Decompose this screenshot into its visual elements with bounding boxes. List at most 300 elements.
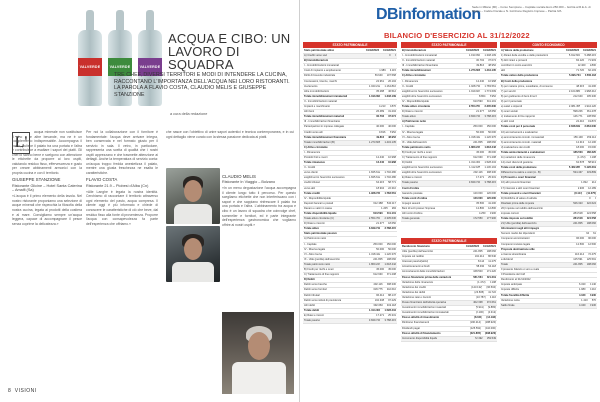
row-label: Totale crediti (304, 191, 320, 195)
row-label: Totale immobilizzazioni (402, 69, 431, 73)
page-number: 8 (8, 388, 11, 394)
row-values (473, 276, 496, 280)
row-values (573, 263, 596, 267)
value-2022: 96.412 (376, 293, 385, 297)
value-2021: 250.000 (486, 125, 496, 129)
row-values (592, 131, 596, 135)
row-label: Totale immobilizzazioni (B) (304, 140, 335, 144)
row-label: VI - Altre riserve (402, 135, 421, 139)
row-values (573, 258, 596, 262)
value-2022: (2.100) (475, 311, 484, 315)
income-statement-table (500, 42, 597, 309)
table-header: STATO PATRIMONIALE (303, 42, 397, 48)
value-2021: 205.330 (586, 94, 596, 98)
row-values (474, 316, 496, 320)
row-label: Rendiconto finanziario (402, 245, 430, 248)
row-label: II - Immobilizzazioni materiali (304, 99, 338, 103)
row-label: E) Ratei e risconti (402, 176, 423, 180)
balance-table-1 (303, 42, 397, 324)
row-values (376, 80, 396, 84)
row-label: Totale disponibilità liquide (304, 212, 337, 215)
value-2021: 31.204 (388, 110, 396, 114)
row-values (576, 69, 596, 73)
value-2022: 18.904 (376, 186, 385, 190)
row-label: 20) Imposte sul reddito dell'esercizio (501, 206, 543, 210)
row-values (573, 136, 596, 140)
value-2022: 526.323 (573, 201, 583, 205)
value-2021: 402.118 (386, 303, 396, 307)
row-label: 1) Ricavi delle vendite e delle prestazioni (501, 54, 549, 58)
value-2021: 96.000 (588, 237, 596, 241)
page-folio (8, 388, 37, 394)
value-2021: 12.800 (488, 206, 496, 210)
value-2022: 1.989 (379, 69, 386, 73)
headline-line-2: LAVORO DI SQUADRA (168, 44, 240, 72)
row-label: a riserva straordinaria (501, 252, 527, 256)
row-values (479, 212, 496, 216)
row-label: crediti tributari (304, 181, 321, 185)
row-label: Ammortamenti delle immobilizzazioni (402, 270, 445, 274)
row-label: e) altri costi (501, 120, 515, 124)
row-values (369, 309, 396, 313)
value-2021: 1.702.480 (384, 176, 396, 180)
value-2021: 138.560 (586, 115, 596, 119)
value-2021: 48.952 (488, 64, 496, 68)
value-2021: 1.618.442 (384, 262, 396, 266)
value-2022: 30.702 (376, 115, 385, 119)
row-values (369, 192, 396, 196)
value-2021: 10.968 (388, 161, 396, 165)
column-3-paragraph: che nasce con l'obiettivo di unire sapori autentici e tecnica contemporanea, e in cui ogni dettaglio viene curato con la stessa passione dedicata ai piatti. (166, 130, 294, 139)
row-values (369, 141, 396, 145)
value-2022: 0 (589, 196, 591, 200)
bottle-label: VALVERDE (138, 58, 162, 76)
row-label: 14) oneri diversi di gestione (501, 161, 533, 165)
table-row (401, 217, 497, 222)
value-2021: 1.783.561 (384, 191, 396, 195)
value-2022: 241.805 (473, 250, 483, 254)
row-values (376, 161, 396, 165)
value-2022: 1.273.608 (468, 69, 481, 73)
value-2021: 1.774.609 (484, 89, 496, 93)
row-values (376, 181, 396, 185)
row-values (576, 141, 596, 145)
row-label: Variazione netta (501, 298, 520, 302)
chef-1-place: Ristorante Glicine – Hotel Santa Caterina – Amalfi (Sa) (12, 183, 82, 193)
value-2021: 398.330 (486, 171, 496, 175)
article-byline: a cura della redazione (170, 112, 208, 116)
row-label: 6) per materie prime, sussidiarie, di consumo (501, 84, 553, 88)
value-2022: 3.849.749 (368, 227, 381, 231)
value-2022: 1.919.927 (468, 89, 481, 93)
row-label: Totale generale (402, 217, 420, 221)
row-values (476, 151, 496, 155)
row-values (369, 217, 396, 221)
value-2021: 31/12/2021 (383, 49, 396, 52)
value-2021: 8.952 (389, 130, 396, 134)
value-2022: 1.318.442 (368, 252, 381, 256)
value-2021: 1.702.480 (384, 171, 396, 175)
value-2021: 71.903 (588, 59, 596, 63)
row-values (376, 125, 396, 129)
row-values (592, 273, 596, 277)
value-2021: 50.000 (388, 247, 396, 251)
row-label: IV - Riserva legale (304, 247, 326, 251)
value-2021: 186.220 (586, 150, 596, 154)
value-2022: 318.775 (373, 288, 383, 292)
chef-2-quote: «Alle Langhe è legata la nostra identità. Cerchiamo di raccontare il territorio attraverso ogni elemento del pasto, acqua compresa. Il cliente oggi è più informato e chiede di conoscere le caratteristiche di ciò che beve, dal residuo fisso alla fonte di provenienza. Proporre l'acqua con consapevolezza fa parte dell'esperienza che offriamo.» (86, 189, 158, 226)
row-values (577, 156, 596, 160)
row-values (476, 110, 496, 114)
row-label: Totale patrimonio netto (402, 145, 431, 149)
row-values (476, 265, 496, 269)
chef-photo-3 (222, 312, 294, 394)
value-2022: 392.660 (373, 303, 383, 307)
value-2021: 2.930 (589, 303, 596, 307)
value-2022: 1.410 (581, 298, 588, 302)
value-2021: 3.788.415 (484, 181, 496, 185)
row-values (470, 332, 496, 336)
value-2021: 1.528.434 (484, 161, 496, 165)
row-label: C) Trattamento di fine rapporto (402, 155, 438, 159)
value-2021: 8.952 (489, 94, 496, 98)
value-2021: 0 (394, 54, 396, 58)
row-values (592, 227, 596, 231)
value-2022: 3.849.749 (468, 181, 481, 185)
value-2022: (8.114) (574, 191, 583, 195)
row-values (473, 156, 496, 160)
row-label: Interessi passivi/(attivi) (402, 260, 429, 264)
row-label: 17) interessi e altri oneri finanziari (501, 186, 540, 190)
headline-line-1: ACQUA E CIBO: UN (168, 31, 291, 46)
value-2021: 3.788.415 (484, 115, 496, 119)
value-2021: 10.968 (388, 155, 396, 159)
value-2021: 870 (591, 298, 596, 302)
row-values (473, 270, 496, 274)
value-2021: 198.066 (486, 250, 496, 254)
row-label: A) Crediti verso soci (304, 54, 328, 58)
row-values (369, 176, 396, 180)
row-values (573, 202, 596, 206)
row-values (392, 232, 396, 236)
value-2022: 48.315 (576, 84, 585, 88)
row-values (473, 217, 496, 221)
value-2021: 5.488.215 (584, 54, 596, 58)
table-header: CONTO ECONOMICO (500, 42, 597, 48)
row-values (392, 237, 396, 241)
value-2021: 50.000 (488, 130, 496, 134)
row-label: Differenza tra valore e costi (A - B) (501, 171, 541, 175)
value-2022: 120.000 (473, 196, 483, 200)
value-2022: (5.941) (475, 306, 484, 310)
row-label: D) Ratei e risconti (304, 222, 325, 226)
row-label: Altri debiti (304, 303, 316, 307)
row-values (566, 49, 596, 53)
value-2021: 3.900 (489, 212, 496, 215)
row-label: a dividendi (501, 257, 514, 261)
value-2022: 4.340 (579, 303, 586, 307)
value-2021: (110.000) (485, 326, 496, 330)
value-2022: 64.215 (376, 181, 385, 185)
row-values (381, 207, 396, 211)
row-label: D) Ratei e risconti (402, 110, 423, 114)
value-2022: 2.848.842 (568, 125, 581, 129)
row-values (592, 207, 596, 211)
value-2022: 1.980 (579, 288, 586, 292)
value-2021: 125.591 (586, 257, 596, 261)
value-2022: 241.805 (573, 222, 583, 226)
value-2022: 12.440 (376, 155, 385, 159)
row-values (469, 146, 496, 150)
value-2022: 96.000 (576, 237, 585, 241)
value-2022: 4.250 (479, 212, 486, 215)
value-2021: 37.074 (388, 115, 396, 119)
row-values (466, 49, 496, 53)
value-2022: 613.593 (373, 212, 383, 215)
value-2022: 186.503 (573, 150, 583, 154)
row-label: 16) altri proventi finanziari (501, 181, 531, 185)
row-values (469, 181, 496, 185)
row-label: Incremento disponibilità liquide (402, 336, 438, 340)
value-2021: 1.783.561 (484, 84, 496, 88)
row-values (592, 100, 596, 104)
value-2022: 35.288 (376, 89, 385, 93)
row-values (478, 260, 496, 264)
value-2021: 97.229 (388, 298, 396, 302)
value-2021: 2.930 (589, 293, 596, 297)
row-label: Stato patrimoniale passivo (304, 232, 338, 236)
value-2021: 541.101 (386, 212, 396, 215)
value-2021: 5.870 (389, 105, 396, 109)
value-2022: 62.578 (576, 161, 585, 165)
row-label: 11) variazioni delle rimanenze (501, 155, 536, 159)
value-2021: 2.108 (489, 280, 496, 284)
value-2021: 198.066 (586, 222, 596, 226)
row-label: Investimenti immobilizzazioni materiali (402, 306, 446, 310)
table-header: STATO PATRIMONIALE (401, 238, 497, 244)
value-2022: 12.500 (576, 242, 585, 246)
chef-photo-2 (166, 226, 220, 282)
row-label: Saldo finale (501, 303, 515, 307)
value-2021: 12.189 (588, 186, 596, 190)
value-2021: 72.475 (588, 252, 596, 256)
row-label: Totale immobilizzazioni materiali (304, 115, 345, 119)
value-2022: 21.377 (376, 222, 385, 226)
bottle-label: VALVERDE (78, 58, 102, 76)
value-2022: 31/12/2022 (466, 245, 480, 248)
row-label: A) Patrimonio netto (304, 237, 327, 241)
value-2021: 198.066 (586, 262, 596, 266)
value-2022: 250.000 (473, 125, 483, 129)
value-2021: 12.106 (588, 140, 596, 144)
value-2022: 12.313 (576, 140, 585, 144)
value-2022: 1.193.090 (468, 54, 481, 58)
row-label: Flusso finanziario dell'attività operativa (402, 301, 447, 305)
article-headline (168, 32, 292, 71)
row-values (469, 166, 496, 170)
row-values (369, 227, 396, 231)
row-label: b) oneri sociali (501, 110, 518, 114)
row-values (573, 222, 596, 226)
row-values (473, 125, 496, 129)
row-values (569, 90, 596, 94)
row-label: IV - Disponibilità liquide (402, 99, 429, 103)
row-label: I - Capitale (402, 125, 415, 129)
row-label: 8) per godimento di beni di terzi (501, 94, 538, 98)
value-2021: 2.210 (589, 288, 596, 292)
row-label: Totale ammortamenti e svalutazioni (501, 150, 545, 154)
value-2021: 62.103 (588, 69, 596, 73)
row-values (392, 120, 396, 124)
row-values (592, 248, 596, 252)
value-2022: 1.928.731 (468, 84, 481, 88)
row-label: Totale debiti (304, 308, 320, 312)
value-2021: 1.130.104 (484, 166, 496, 170)
value-2021: 41.200 (488, 201, 496, 205)
row-label: Numero medio dei dipendenti (501, 232, 535, 236)
row-label: Accantonamenti ai fondi (402, 265, 430, 269)
row-values (476, 131, 496, 135)
row-values (392, 166, 396, 170)
row-values (376, 90, 396, 94)
row-label: esigibili entro l'esercizio successivo (402, 89, 443, 93)
value-2022: 284.518 (573, 217, 583, 221)
chef-3-quote: «In un menu degustazione l'acqua accompagna il cliente lungo tutto il percorso. Per questo scegliamo etichette che non interferiscano con i sapori e che sappiano rinfrescare il palato tra una portata e l'altra. L'abbinamento tra acqua e cibo è un lavoro di squadra che coinvolge chef, sommelier e fornitori, ed è parte integrante dell'esperienza gastronomica che vogliamo offrire ai nostri ospiti.» (222, 186, 296, 227)
value-2021: 1.944.120 (584, 105, 596, 109)
value-2021: 3.115 (389, 69, 396, 73)
row-label: II - Immobilizzazioni materiali (402, 59, 436, 63)
value-2022: 49.816 (476, 64, 485, 68)
row-label: Prodotti finiti e merci (304, 155, 328, 159)
row-label: Impegni assunti (402, 201, 421, 205)
row-label: contributi in conto esercizio (501, 64, 533, 68)
value-2022: 8.804 (479, 94, 486, 98)
value-2021: 18.650 (488, 110, 496, 114)
value-2021: 1.120.376 (484, 135, 496, 139)
row-label: Totale costi per il personale (501, 125, 536, 129)
value-2021: 224.558 (586, 217, 596, 221)
row-label: Compensi revisore legale (501, 242, 531, 246)
value-2021: (298.920) (484, 331, 496, 335)
row-values (475, 255, 496, 259)
row-values (476, 311, 496, 315)
value-2022: 4.213 (379, 105, 386, 109)
row-values (373, 288, 396, 292)
value-2022: 64 (586, 232, 590, 236)
row-values (476, 202, 496, 206)
value-2022: 30.702 (476, 59, 485, 63)
value-2021: 2.335.630 (384, 217, 396, 221)
row-values (573, 151, 596, 155)
value-2021: 120.000 (486, 196, 496, 200)
company-logo: DBinformation (376, 6, 481, 23)
row-values (476, 59, 496, 63)
row-values (573, 110, 596, 114)
value-2022: 17.271 (476, 176, 485, 180)
value-2021: 9.800 (589, 64, 596, 68)
row-values (473, 250, 496, 254)
value-2021: 198.066 (486, 140, 496, 144)
value-2021: 1.120.376 (384, 252, 396, 256)
value-2021: 45.000 (488, 150, 496, 154)
row-values (473, 171, 496, 175)
value-2022: 6.320 (579, 283, 586, 287)
value-2022: 50.000 (476, 130, 485, 134)
row-values (592, 176, 596, 180)
row-label: Investimenti immobilizzazioni immateriali (402, 311, 449, 315)
row-values (586, 232, 596, 236)
row-label: Danaro e valori in cassa (304, 206, 332, 210)
value-2021: 10.968 (488, 79, 496, 83)
row-label: IX - Utile (perdita) dell'esercizio (304, 257, 340, 261)
value-2021: 561.478 (586, 110, 596, 114)
row-label: Costi di impianto e ampliamento (304, 69, 341, 73)
row-values (573, 95, 596, 99)
value-2022: 4.340 (579, 293, 586, 297)
row-label: Totale passivo (402, 181, 419, 185)
row-values (376, 110, 396, 114)
value-2022: 2.554.764 (368, 217, 381, 221)
value-2021: 571.208 (386, 273, 396, 277)
value-2022: 31/12/2022 (466, 49, 480, 52)
row-label: I - Immobilizzazioni immateriali (402, 54, 438, 58)
value-2022: 116.214 (574, 252, 585, 256)
row-label: Avviamento (304, 84, 318, 88)
row-values (373, 212, 396, 216)
value-2021: 107.568 (386, 74, 396, 78)
value-2022: 1.273.608 (368, 140, 381, 144)
row-values (392, 100, 396, 104)
value-2021: 5.126.219 (584, 166, 596, 170)
row-values (373, 243, 396, 247)
row-values (373, 283, 396, 287)
company-details: Sede in Milano (MI) – Corso Sempione – Capitale sociale Euro 250.000 – Iscritta al R.E.A. di Milano – Codice Fiscale e N. Iscrizione Registro Imprese – Partita IVA (472, 5, 591, 13)
value-2021: 521.219 (486, 275, 496, 279)
row-label: D) Rettifiche di valore di attività (501, 196, 537, 200)
value-2022: 534.437 (573, 171, 583, 175)
row-values (573, 171, 596, 175)
value-2022: 1.928.731 (368, 191, 381, 195)
intro-paragraph: acqua minerale non sostituisce il vino e le altre bevande, ma ne è un complemento indispensabile. Accompagna il pasto, pulisce il palato tra una portata e l'altra e contribuisce a esaltare i sapori dei piatti. Gli chef lo sanno bene e scelgono con attenzione le etichette da proporre ai loro ospiti, valutando residuo fisso, effervescenza e gusto per creare abbinamenti armonici con la propria cucina e con il territorio. (12, 130, 82, 175)
row-values (569, 166, 596, 170)
table-row (303, 319, 397, 324)
row-values (476, 80, 496, 84)
value-2021: 1.618.442 (484, 145, 496, 149)
row-values (576, 237, 596, 241)
value-2021: 31/12/2021 (483, 49, 496, 52)
value-2021: 224.558 (586, 212, 596, 215)
value-2021: 46.512 (388, 89, 396, 93)
row-values (579, 304, 596, 308)
row-values (576, 59, 596, 63)
row-label: C) Attivo circolante (402, 74, 426, 78)
row-label: C) Trattamento di fine rapporto (304, 273, 340, 277)
chef-2-name: FLAVIO COSTA (86, 177, 118, 183)
row-label: Totale immobilizzazioni immateriali (304, 94, 348, 98)
value-2022: 284.518 (573, 212, 583, 215)
row-values (369, 171, 396, 175)
value-2022: 156.190 (573, 135, 583, 139)
row-label: Risultato prima delle imposte (501, 201, 535, 205)
value-2021: 61 (593, 232, 596, 236)
value-2022: 212.640 (573, 94, 583, 98)
row-label: d) svalutazione dei crediti (501, 145, 531, 149)
value-2022: 172.550 (473, 217, 483, 221)
value-2021: 15.000 (588, 145, 596, 149)
value-2022: 612.930 (473, 155, 483, 159)
value-2022: (1.472) (577, 155, 586, 159)
row-label: Il presente bilancio è vero e reale (501, 268, 540, 272)
